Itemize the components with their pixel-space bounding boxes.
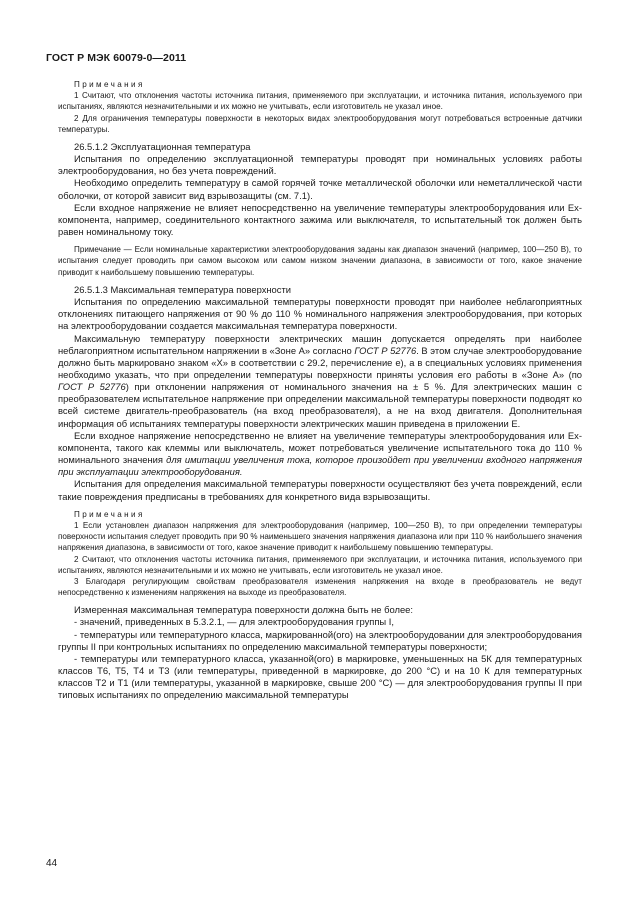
standard-reference: ГОСТ Р 52776: [58, 381, 126, 393]
paragraph: Если входное напряжение не влияет непосредственно на увеличение температуры электрооборудования или Ex-компонента, например, соединительного контактного зажима или выключателя, то испытательный ток должен быть равен номинальному току.: [58, 201, 582, 238]
list-item: - значений, приведенных в 5.3.2.1, — для электрооборудования группы I,: [74, 616, 394, 628]
note-item: 3 Благодаря регулирующим свойствам преобразователя изменения напряжения на входе в преобразователь не ведут непосредственно к изменениям напряжения на выходе из преобразователя.: [58, 576, 582, 598]
text-run: Максимальную температуру поверхности электрических машин допускается определять при наиболее неблагоприятном испытательном напряжении в «Зоне А» согласно: [58, 332, 582, 356]
note-item: 1 Если установлен диапазон напряжения для электрооборудования (например, 100—250 В), то при определении температуры поверхности испытания следует проводить при 90 % наименьшего значения напряжения диапазона или при 110 % наибольшего значения напряжения диапазона, в зависимости от того, какое значение приводит к наибольшему повышению температуры.: [58, 520, 582, 553]
document-header: ГОСТ Р МЭК 60079-0—2011: [46, 52, 187, 64]
section-heading: 26.5.1.3 Максимальная температура поверхности: [74, 283, 291, 295]
standard-reference: ГОСТ Р 52776: [354, 344, 417, 356]
list-item: - температуры или температурного класса, указанной(ого) в маркировке, уменьшенных на 5К для температурных классов Т6, Т5, Т4 и Т3 (или температуры, приведенной в маркировке, до 200 °С) и на 10 К для температурных классов Т2 и Т1 (или температуры, указанной в маркировке, свыше 200 °С) — для электрооборудования группы II при типовых испытаниях по определению максимальной температуры: [58, 652, 582, 701]
list-item: - температуры или температурного класса, маркированной(ого) на электрооборудовании для электрооборудования группы II при контрольных испытаниях по определению максимальной температуры поверхности;: [58, 628, 582, 652]
note-paragraph: Примечание — Если номинальные характеристики электрооборудования заданы как диапазон значений (например, 100—250 В), то испытания следует проводить при самом высоком или самом низком значении диапазона, в зависимости от того, какое значение приводит к наибольшему повышению температуры.: [58, 245, 582, 277]
paragraph: Измеренная максимальная температура поверхности должна быть не более:: [74, 604, 413, 616]
paragraph: [58, 430, 582, 479]
paragraph: Испытания по определению эксплуатационной температуры проводят при номинальных условиях работы электрооборудования, но без учета повреждений.: [58, 153, 582, 177]
text-run: ) при отклонении напряжения от номинального значения на ± 5 %. Для электрических машин с преобразователем испытательное напряжение при определении максимальной температуры поверхности подводят ко всей системе двигатель-преобразователь (на вход преобразователя), а не на вход двигателя. Дополнительная информация об испытаниях температуры поверхности электрических машин приведена в приложении Е.: [58, 381, 582, 429]
paragraph: Испытания по определению максимальной температуры поверхности проводят при наиболее неблагоприятных отклонениях питающего напряжения от 90 % до 110 % номинального напряжения электрооборудования, при которых на электрооборудовании создается максимальная температура поверхности.: [58, 296, 582, 332]
note-item: 2 Для ограничения температуры поверхности в некоторых видах электрооборудования могут потребоваться встроенные датчики температуры.: [58, 113, 582, 134]
text-run: . В этом случае электрооборудование должно быть маркировано знаком «X» в соответствии с 29.2, перечисление е), а в специальных условиях применения необходимо указать, что при определении температуры поверхности приняты условия его работы в «Зоне А» (по: [58, 344, 583, 380]
paragraph: Необходимо определить температуру в самой горячей точке металлической оболочки или неметаллической части оболочки, от которой зависит вид взрывозащиты (см. 7.1).: [58, 177, 582, 201]
paragraph: [58, 333, 582, 430]
note-item: 2 Считают, что отклонения частоты источника питания, применяемого при эксплуатации, и источника питания, используемого при испытаниях, являются незначительными и их можно не учитывать, если изготовитель не указал иное.: [58, 554, 582, 575]
paragraph: Испытания для определения максимальной температуры поверхности осуществляют без учета повреждений, если такие повреждения предписаны в требованиях для конкретного вида взрывозащиты.: [58, 478, 582, 502]
emphasis-text: для имитации увеличения тока, которое произойдет при увеличении входного напряжения при эксплуатации электрооборудования.: [58, 454, 583, 478]
section-heading: 26.5.1.2 Эксплуатационная температура: [74, 141, 251, 153]
notes-label: Примечания: [74, 509, 145, 519]
text-run: Если входное напряжение непосредственно не влияет на увеличение температуры электрооборудования или Ex-компонента, такого как клеммы или выключатель, может потребоваться увеличение испытательного тока до 110 % номинального значения: [58, 429, 582, 466]
note-item: 1 Считают, что отклонения частоты источника питания, применяемого при эксплуатации, и источника питания, используемого при испытаниях, являются незначительными и их можно не учитывать, если изготовитель не указал иное.: [58, 91, 582, 112]
notes-label: Примечания: [74, 80, 145, 89]
document-body: [58, 79, 582, 702]
page-number: 44: [46, 858, 58, 869]
